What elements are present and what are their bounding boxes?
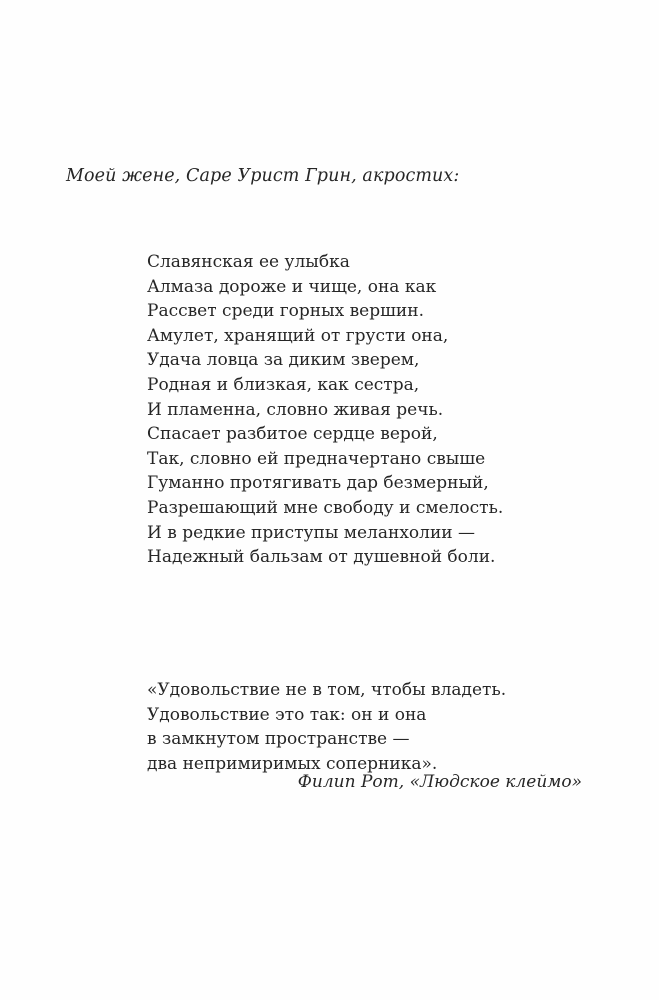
epigraph-attribution: Филип Рот, «Людское клеймо» bbox=[297, 772, 582, 792]
poem-line: Так, словно ей предначертано свыше bbox=[147, 448, 486, 469]
poem-line: И пламенна, словно живая речь. bbox=[147, 399, 444, 420]
quote-line: Удовольствие это так: он и она bbox=[147, 704, 427, 725]
quote-line: «Удовольствие не в том, чтобы владеть. bbox=[147, 680, 507, 700]
poem-line: Удача ловца за диким зверем, bbox=[147, 350, 420, 371]
quote-line: два непримиримых соперника». bbox=[147, 753, 438, 774]
poem-line: Родная и близкая, как сестра, bbox=[147, 374, 420, 395]
poem-line: Спасает разбитое сердце верой, bbox=[147, 424, 438, 445]
poem-line: Амулет, хранящий от грусти она, bbox=[147, 325, 449, 346]
poem-line: Славянская ее улыбка bbox=[147, 252, 350, 272]
poem-line: Рассвет среди горных вершин. bbox=[147, 301, 424, 322]
poem-line: Гуманно протягивать дар безмерный, bbox=[147, 473, 489, 494]
acrostic-poem bbox=[147, 250, 503, 570]
poem-line: Надежный бальзам от душевной боли. bbox=[147, 547, 496, 568]
quote-line: в замкнутом пространстве — bbox=[147, 729, 410, 750]
poem-line: Алмаза дороже и чище, она как bbox=[147, 276, 437, 297]
poem-line: И в редкие приступы меланхолии — bbox=[147, 522, 476, 543]
epigraph-quote bbox=[147, 678, 506, 776]
poem-line: Разрешающий мне свободу и смелость. bbox=[147, 497, 504, 518]
dedication-text: Моей жене, Саре Урист Грин, акростих: bbox=[66, 166, 460, 186]
